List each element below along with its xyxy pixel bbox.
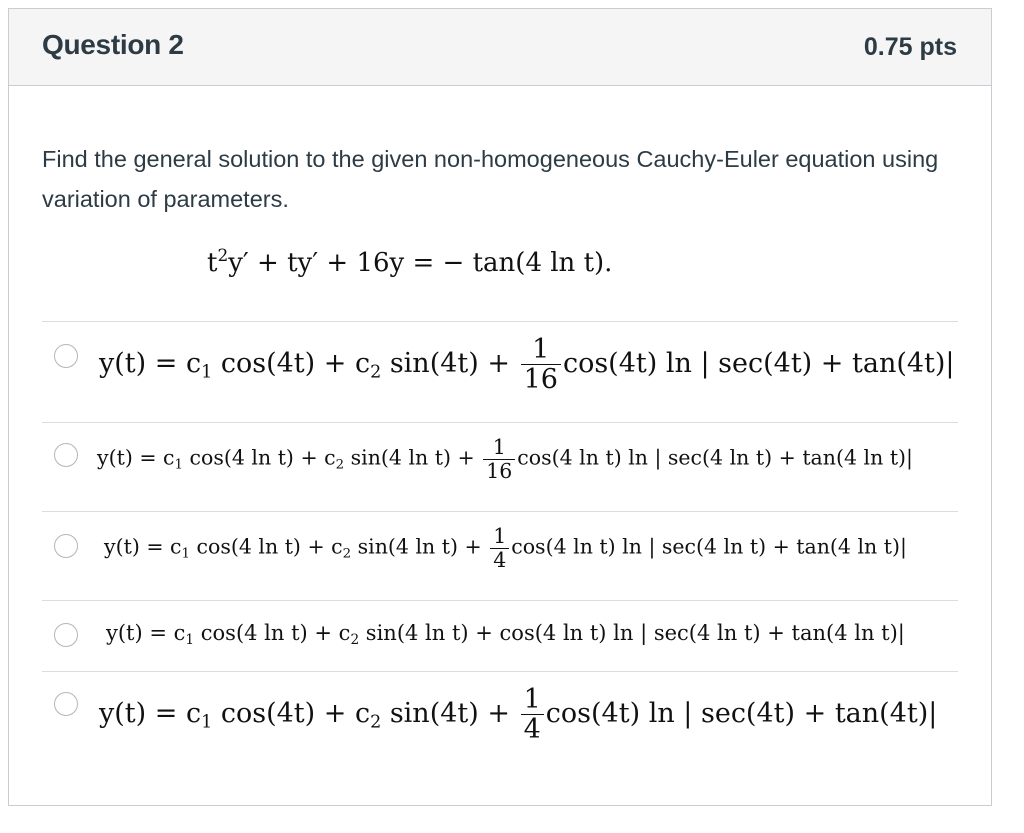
formula-middle: cos(4 ln t) + c (194, 621, 351, 645)
formula-middle: sin(4t) + (381, 698, 519, 729)
question-prompt: Find the general solution to the given non-homogeneous Cauchy-Euler equation using variation of parameters. (42, 146, 939, 212)
formula-middle: sin(4t) + (381, 348, 519, 379)
answer-option-5[interactable] (42, 671, 958, 772)
question-points: 0.75 pts (863, 33, 957, 61)
formula-subscript: 2 (370, 712, 382, 733)
answer-option-1-formula (99, 336, 955, 393)
formula-subscript: 1 (185, 632, 195, 649)
formula-prefix: y(t) = c (99, 698, 202, 729)
answer-option-4[interactable] (42, 600, 958, 671)
fraction-denominator: 4 (521, 714, 544, 743)
radio-button-option-2[interactable] (54, 443, 78, 467)
equation-rest: y′ + ty′ + 16y = − tan(4 ln t). (228, 248, 613, 279)
radio-button-option-3[interactable] (54, 534, 78, 558)
answer-option-3-formula (104, 526, 907, 570)
answer-option-4-formula (106, 621, 905, 648)
fraction (490, 526, 509, 570)
formula-middle: sin(4 ln t) + cos(4 ln t) ln | sec(4 ln t) + tan(4 ln t)| (359, 621, 905, 645)
answer-option-1[interactable] (42, 321, 958, 422)
fraction-numerator: 1 (523, 684, 541, 715)
fraction (521, 336, 561, 393)
question-header (9, 9, 991, 86)
equation-exponent: 2 (217, 245, 229, 265)
fraction-denominator: 16 (483, 459, 515, 482)
radio-button-option-4[interactable] (54, 623, 78, 647)
formula-subscript: 2 (335, 457, 345, 473)
formula-middle: cos(4t) + c (212, 348, 371, 379)
fraction (483, 437, 515, 481)
equation-lhs-t: t (207, 248, 218, 279)
answer-option-2-formula (97, 437, 913, 481)
formula-suffix: cos(4 ln t) ln | sec(4 ln t) + tan(4 ln t)| (517, 445, 913, 470)
fraction (521, 686, 544, 743)
formula-subscript: 1 (201, 362, 213, 383)
formula-prefix: y(t) = c (106, 621, 186, 645)
formula-middle: sin(4 ln t) + (351, 534, 489, 559)
formula-subscript: 2 (370, 362, 382, 383)
formula-prefix: y(t) = c (97, 445, 175, 470)
formula-middle: cos(4 ln t) + c (183, 445, 336, 470)
formula-prefix: y(t) = c (99, 348, 202, 379)
formula-suffix: cos(4 ln t) ln | sec(4 ln t) + tan(4 ln t)| (511, 534, 907, 559)
radio-button-option-1[interactable] (54, 344, 78, 368)
formula-prefix: y(t) = c (104, 534, 182, 559)
formula-subscript: 2 (350, 632, 360, 649)
question-title: Question 2 (42, 29, 184, 60)
answer-option-3[interactable] (42, 511, 958, 600)
answer-option-2[interactable] (42, 422, 958, 511)
formula-suffix: cos(4t) ln | sec(4t) + tan(4t)| (562, 348, 955, 379)
formula-subscript: 1 (174, 457, 183, 473)
answer-option-5-formula (99, 686, 937, 743)
formula-middle: cos(4t) + c (212, 698, 371, 729)
radio-button-option-5[interactable] (54, 692, 78, 716)
fraction-denominator: 16 (521, 364, 561, 393)
formula-middle: sin(4 ln t) + (344, 445, 482, 470)
formula-middle: cos(4 ln t) + c (190, 534, 343, 559)
question-card (8, 8, 992, 806)
formula-subscript: 1 (181, 546, 190, 562)
fraction-numerator: 1 (532, 334, 550, 365)
fraction-numerator: 1 (493, 524, 507, 548)
formula-subscript: 1 (201, 712, 213, 733)
fraction-denominator: 4 (490, 548, 509, 571)
formula-suffix: cos(4t) ln | sec(4t) + tan(4t)| (545, 698, 938, 729)
formula-subscript: 2 (342, 546, 352, 562)
fraction-numerator: 1 (492, 435, 506, 459)
given-equation (207, 245, 612, 278)
